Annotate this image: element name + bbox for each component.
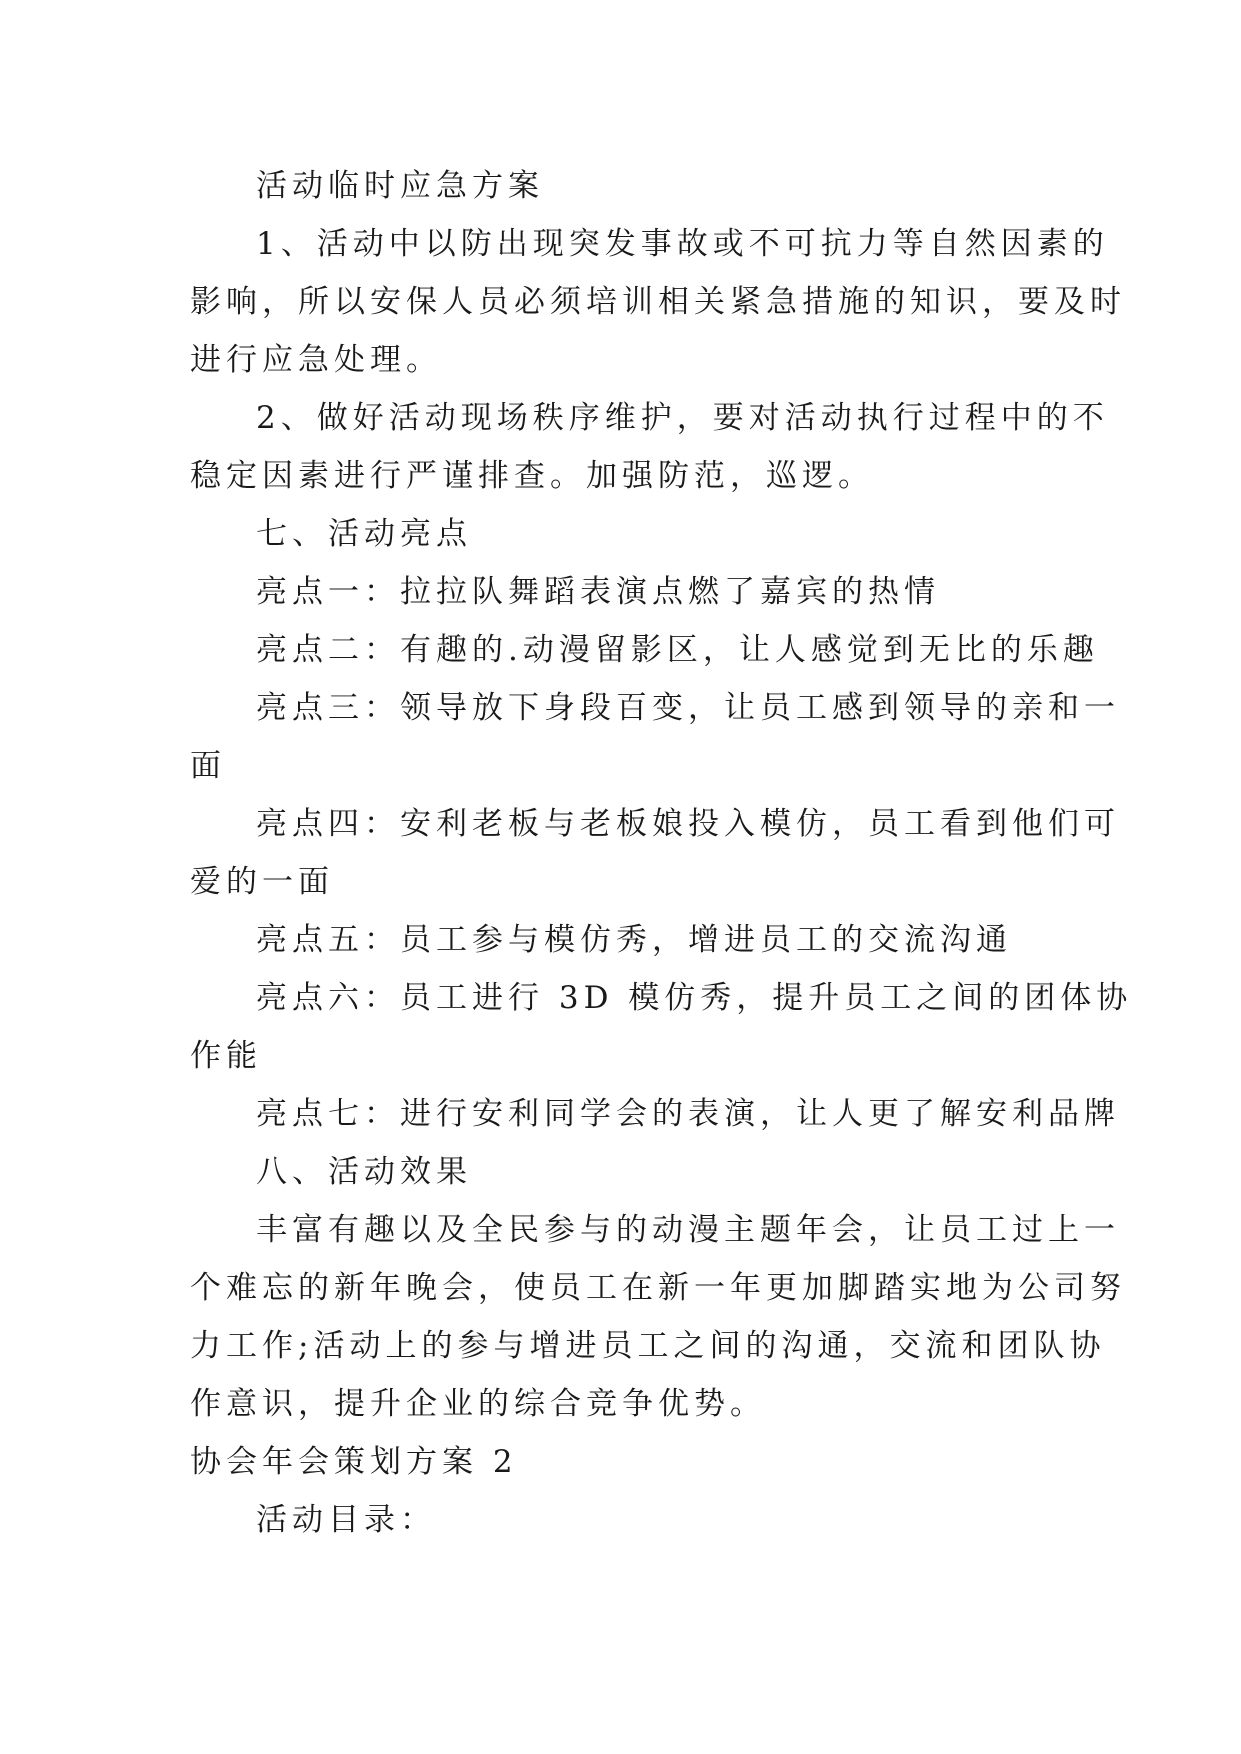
paragraph-line: 爱的一面 [190, 864, 334, 900]
paragraph-line: 面 [190, 748, 226, 784]
highlight-item: 亮点六：员工进行 3D 模仿秀，提升员工之间的团体协 [256, 980, 1133, 1016]
paragraph-line: 作意识，提升企业的综合竞争优势。 [190, 1386, 766, 1422]
heading-activity-contents: 活动目录： [256, 1502, 436, 1538]
heading-emergency-plan: 活动临时应急方案 [256, 168, 544, 204]
paragraph-line: 稳定因素进行严谨排查。加强防范，巡逻。 [190, 458, 874, 494]
section-heading-highlights: 七、活动亮点 [256, 516, 472, 552]
highlight-item: 亮点一：拉拉队舞蹈表演点燃了嘉宾的热情 [256, 574, 940, 610]
highlight-item: 亮点七：进行安利同学会的表演，让人更了解安利品牌 [256, 1096, 1120, 1132]
paragraph-line: 个难忘的新年晚会，使员工在新一年更加脚踏实地为公司努 [190, 1270, 1126, 1306]
paragraph-line: 作能 [190, 1038, 262, 1074]
section-heading-effects: 八、活动效果 [256, 1154, 472, 1190]
highlight-item: 亮点三：领导放下身段百变，让员工感到领导的亲和一 [256, 690, 1120, 726]
paragraph-line: 1、活动中以防出现突发事故或不可抗力等自然因素的 [256, 226, 1109, 262]
paragraph-line: 2、做好活动现场秩序维护，要对活动执行过程中的不 [256, 400, 1109, 436]
highlight-item: 亮点二：有趣的.动漫留影区，让人感觉到无比的乐趣 [256, 632, 1099, 668]
highlight-item: 亮点四：安利老板与老板娘投入模仿，员工看到他们可 [256, 806, 1120, 842]
paragraph-line: 力工作;活动上的参与增进员工之间的沟通，交流和团队协 [190, 1328, 1106, 1364]
paragraph-line: 影响，所以安保人员必须培训相关紧急措施的知识，要及时 [190, 284, 1126, 320]
paragraph-line: 丰富有趣以及全民参与的动漫主题年会，让员工过上一 [256, 1212, 1120, 1248]
paragraph-line: 进行应急处理。 [190, 342, 442, 378]
document-title-plan-2: 协会年会策划方案 2 [190, 1444, 518, 1480]
highlight-item: 亮点五：员工参与模仿秀，增进员工的交流沟通 [256, 922, 1012, 958]
